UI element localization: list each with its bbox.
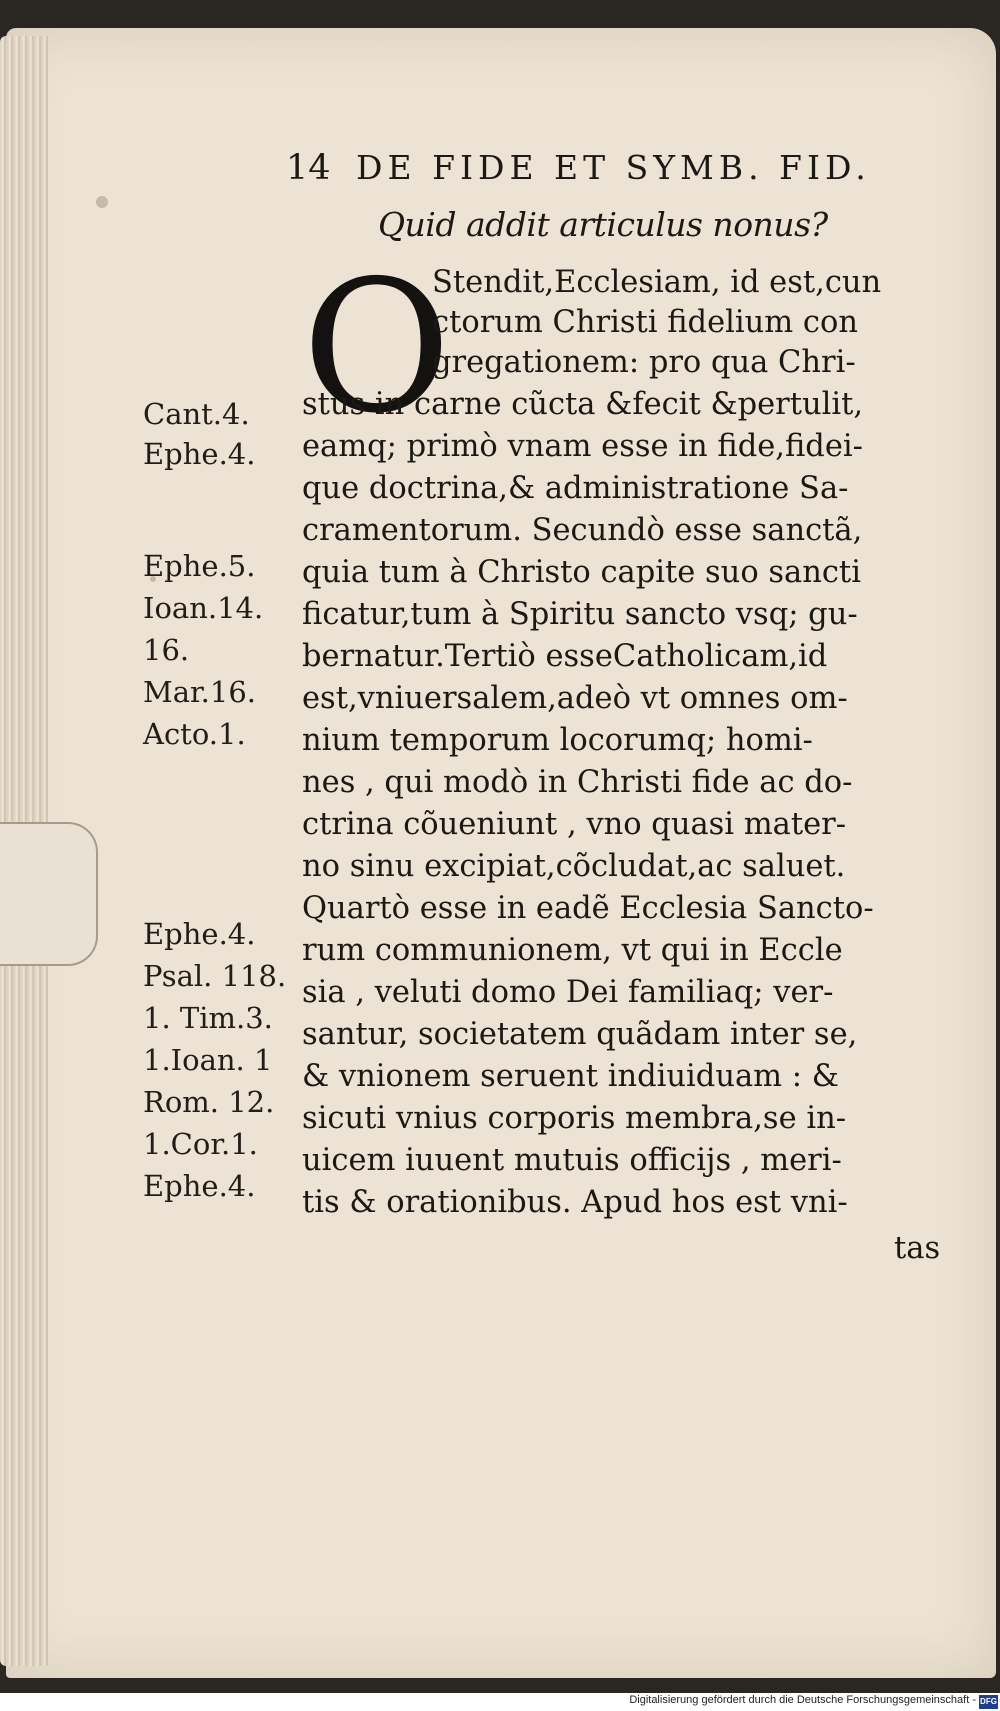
margin-note: Mar.16. [143, 675, 256, 709]
margin-note: Acto.1. [143, 717, 246, 751]
margin-note: 1. Tim.3. [143, 1001, 273, 1035]
page-tab [0, 822, 98, 966]
text-line: nes , qui modò in Christi fide ac do- [302, 765, 853, 800]
page-number: 14 [286, 148, 331, 188]
margin-note: Ephe.4. [143, 1169, 256, 1203]
text-line: est,vniuersalem,adeò vt omnes om- [302, 681, 848, 716]
text-line: bernatur.Tertiò esseCatholicam,id [302, 639, 828, 674]
margin-note: 16. [143, 633, 190, 667]
text-line: cramentorum. Secundò esse sanctã, [302, 513, 863, 548]
text-line: Stendit,Ecclesiam, id est,cun [432, 265, 882, 300]
text-line: nium temporum locorumq; homi- [302, 723, 813, 758]
running-header [286, 148, 926, 188]
text-line: sia , veluti domo Dei familiaq; ver- [302, 975, 834, 1010]
text-line: Quartò esse in eadẽ Ecclesia Sancto- [302, 891, 874, 926]
margin-note: 1.Ioan. 1 [143, 1043, 273, 1077]
text-line: gregationem: pro qua Chri- [432, 345, 856, 380]
text-line: ficatur,tum à Spiritu sancto vsq; gu- [302, 597, 858, 632]
text-line: quia tum à Christo capite suo sancti [302, 555, 861, 590]
margin-note: Cant.4. [143, 397, 250, 431]
text-line: & vnionem seruent indiuiduam : & [302, 1059, 839, 1094]
margin-note: Ioan.14. [143, 591, 264, 625]
text-line: eamq; primò vnam esse in fide,fidei- [302, 429, 863, 464]
question-heading: Quid addit articulus nonus? [378, 205, 828, 244]
margin-note: Ephe.5. [143, 549, 256, 583]
text-line: ctorum Christi fidelium con [432, 305, 858, 340]
margin-note: Psal. 118. [143, 959, 287, 993]
digitization-footer [0, 1693, 1000, 1711]
margin-note: Rom. 12. [143, 1085, 275, 1119]
text-line: ctrina cõueniunt , vno quasi mater- [302, 807, 847, 842]
text-line: tis & orationibus. Apud hos est vni- [302, 1185, 848, 1220]
text-line: rum communionem, vt qui in Eccle [302, 933, 843, 968]
footer-credit: Digitalisierung gefördert durch die Deutsche Forschungsgemeinschaft - [629, 1694, 976, 1706]
text-line: sicuti vnius corporis membra,se in- [302, 1101, 847, 1136]
catchword: tas [894, 1231, 941, 1266]
dfg-logo-icon: DFG [979, 1695, 998, 1709]
margin-note: 1.Cor.1. [143, 1127, 258, 1161]
text-line: santur, societatem quãdam inter se, [302, 1017, 858, 1052]
text-line: no sinu excipiat,cõcludat,ac saluet. [302, 849, 846, 884]
running-title: DE FIDE ET SYMB. FID. [356, 148, 871, 187]
text-line: stus in carne cũcta &fecit &pertulit, [302, 387, 864, 422]
text-line: uicem iuuent mutuis officijs , meri- [302, 1143, 842, 1178]
text-line: que doctrina,& administratione Sa- [302, 471, 849, 506]
margin-note: Ephe.4. [143, 917, 256, 951]
ink-spot [96, 196, 108, 208]
margin-note: Ephe.4. [143, 437, 256, 471]
drop-cap: O [302, 241, 452, 453]
